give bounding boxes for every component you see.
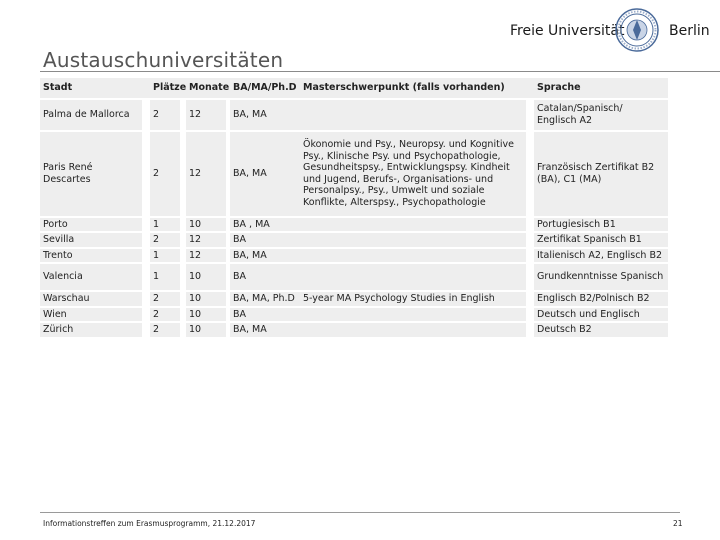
cell-plaetze: 2 bbox=[150, 233, 180, 247]
cell-sprache: Französisch Zertifikat B2 (BA), C1 (MA) bbox=[534, 132, 668, 216]
header-abschluss: BA/MA/Ph.D bbox=[230, 78, 300, 98]
title-divider bbox=[40, 71, 720, 72]
cell-abschluss: BA bbox=[230, 233, 300, 247]
cell-plaetze: 1 bbox=[150, 249, 180, 263]
cell-sprache: Portugiesisch B1 bbox=[534, 218, 668, 232]
cell-plaetze: 1 bbox=[150, 218, 180, 232]
cell-schwerpunkt bbox=[300, 264, 526, 290]
cell-abschluss: BA , MA bbox=[230, 218, 300, 232]
cell-abschluss: BA, MA bbox=[230, 100, 300, 130]
cell-abschluss: BA bbox=[230, 308, 300, 322]
cell-schwerpunkt: 5-year MA Psychology Studies in English bbox=[300, 292, 526, 306]
page-number: 21 bbox=[673, 519, 683, 528]
cell-monate: 12 bbox=[186, 249, 226, 263]
header-schwerpunkt: Masterschwerpunkt (falls vorhanden) bbox=[300, 78, 526, 98]
header-monate: Monate bbox=[186, 78, 226, 98]
table-row bbox=[40, 308, 668, 322]
table-row bbox=[40, 249, 668, 263]
cell-sprache: Deutsch und Englisch bbox=[534, 308, 668, 322]
cell-plaetze: 2 bbox=[150, 292, 180, 306]
cell-schwerpunkt bbox=[300, 308, 526, 322]
header-stadt: Stadt bbox=[40, 78, 142, 98]
cell-abschluss: BA, MA bbox=[230, 249, 300, 263]
university-seal-icon bbox=[614, 7, 660, 53]
cell-abschluss: BA, MA bbox=[230, 132, 300, 216]
cell-stadt: Zürich bbox=[40, 323, 142, 337]
cell-plaetze: 2 bbox=[150, 308, 180, 322]
cell-stadt: Sevilla bbox=[40, 233, 142, 247]
table-row bbox=[40, 323, 668, 337]
cell-schwerpunkt bbox=[300, 233, 526, 247]
cell-sprache: Zertifikat Spanisch B1 bbox=[534, 233, 668, 247]
table-row bbox=[40, 218, 668, 232]
cell-monate: 10 bbox=[186, 323, 226, 337]
cell-monate: 10 bbox=[186, 308, 226, 322]
cell-schwerpunkt: Ökonomie und Psy., Neuropsy. und Kognitive Psy., Klinische Psy. und Psychopathologie, Gesundheitspsy., Entwicklungspsy. Kindheit und Jugend, Berufs-, Organisations- und Personalpsy., Psy., Umwelt und soziale Konflikte, Alterspsy., Psychopathologie bbox=[300, 132, 526, 216]
table-row bbox=[40, 292, 668, 306]
footer-text: Informationstreffen zum Erasmusprogramm, 21.12.2017 bbox=[43, 519, 256, 528]
cell-plaetze: 2 bbox=[150, 132, 180, 216]
table-header-row bbox=[40, 78, 668, 98]
cell-schwerpunkt bbox=[300, 249, 526, 263]
cell-plaetze: 2 bbox=[150, 100, 180, 130]
cell-plaetze: 1 bbox=[150, 264, 180, 290]
cell-monate: 10 bbox=[186, 264, 226, 290]
logo-text-left: Freie Universität bbox=[510, 23, 625, 39]
table-row bbox=[40, 132, 668, 216]
cell-monate: 10 bbox=[186, 218, 226, 232]
cell-stadt: Wien bbox=[40, 308, 142, 322]
cell-plaetze: 2 bbox=[150, 323, 180, 337]
cell-monate: 12 bbox=[186, 132, 226, 216]
cell-stadt: Porto bbox=[40, 218, 142, 232]
cell-abschluss: BA bbox=[230, 264, 300, 290]
table-row bbox=[40, 264, 668, 290]
cell-sprache: Grundkenntnisse Spanisch bbox=[534, 264, 668, 290]
footer-divider bbox=[40, 512, 680, 513]
logo-text-right: Berlin bbox=[669, 23, 710, 39]
cell-schwerpunkt bbox=[300, 100, 526, 130]
header-sprache: Sprache bbox=[534, 78, 668, 98]
university-logo bbox=[510, 5, 710, 55]
cell-monate: 10 bbox=[186, 292, 226, 306]
cell-monate: 12 bbox=[186, 100, 226, 130]
table-row bbox=[40, 100, 668, 130]
cell-sprache: Italienisch A2, Englisch B2 bbox=[534, 249, 668, 263]
exchange-universities-table bbox=[40, 76, 668, 339]
cell-abschluss: BA, MA bbox=[230, 323, 300, 337]
cell-sprache: Deutsch B2 bbox=[534, 323, 668, 337]
cell-abschluss: BA, MA, Ph.D bbox=[230, 292, 300, 306]
cell-monate: 12 bbox=[186, 233, 226, 247]
cell-sprache: Catalan/Spanisch/ Englisch A2 bbox=[534, 100, 668, 130]
page-title: Austauschuniversitäten bbox=[43, 48, 284, 72]
cell-stadt: Paris René Descartes bbox=[40, 132, 142, 216]
header-plaetze: Plätze bbox=[150, 78, 180, 98]
cell-stadt: Palma de Mallorca bbox=[40, 100, 142, 130]
cell-stadt: Warschau bbox=[40, 292, 142, 306]
cell-stadt: Valencia bbox=[40, 264, 142, 290]
cell-schwerpunkt bbox=[300, 323, 526, 337]
cell-schwerpunkt bbox=[300, 218, 526, 232]
cell-stadt: Trento bbox=[40, 249, 142, 263]
cell-sprache: Englisch B2/Polnisch B2 bbox=[534, 292, 668, 306]
table-row bbox=[40, 233, 668, 247]
